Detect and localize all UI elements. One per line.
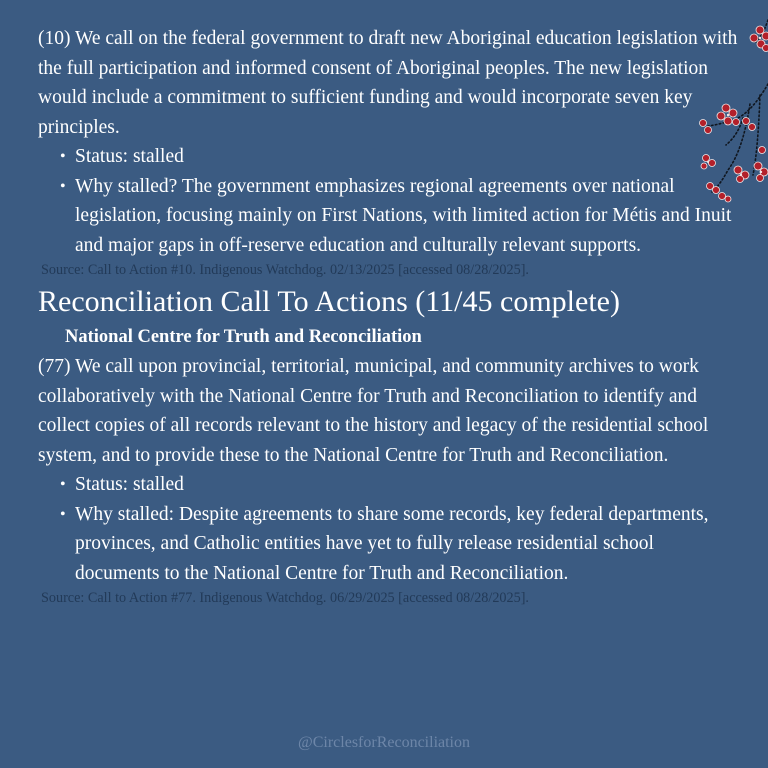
main-content: [38, 24, 738, 606]
call-to-action-77-bullets: [38, 470, 738, 588]
source-citation: Source: Call to Action #10. Indigenous Watchdog. 02/13/2025 [accessed 08/28/2025].: [41, 262, 529, 278]
call-to-action-77-text: (77) We call upon provincial, territorial, municipal, and community archives to work collaboratively with the National Centre for Truth and Reconciliation to identify and collect copies of all records relevant to the history and legacy of the residential school system, and to provide these to the National Centre for Truth and Reconciliation.: [38, 356, 709, 466]
subheading: National Centre for Truth and Reconciliation: [65, 327, 422, 347]
why-stalled-item: • Why stalled: Despite agreements to share some records, key federal departments, provinces, and Catholic entities have yet to fully release residential school documents to the National Centre for Truth and Reconciliation.: [75, 500, 738, 589]
source-citation: Source: Call to Action #77. Indigenous Watchdog. 06/29/2025 [accessed 08/28/2025].: [41, 590, 529, 606]
call-to-action-10-bullets: [38, 142, 738, 260]
call-to-action-77: [38, 352, 738, 606]
status-item: • Status: stalled: [75, 142, 738, 172]
call-to-action-10: [38, 24, 738, 278]
call-to-action-10-text: (10) We call on the federal government to draft new Aboriginal education legislation with the full participation and informed consent of Aboriginal peoples. The new legislation would include a commitment to sufficient funding and would incorporate seven key principles.: [38, 28, 738, 138]
status-item: • Status: stalled: [75, 470, 738, 500]
why-stalled-item: • Why stalled? The government emphasizes regional agreements over national legislation, focusing mainly on First Nations, with limited action for Métis and Inuit and major gaps in off-reserve education and culturally relevant supports.: [75, 172, 738, 261]
footer-handle: @CirclesforReconciliation: [297, 734, 470, 751]
section-title: Reconciliation Call To Actions (11/45 complete): [38, 285, 620, 318]
